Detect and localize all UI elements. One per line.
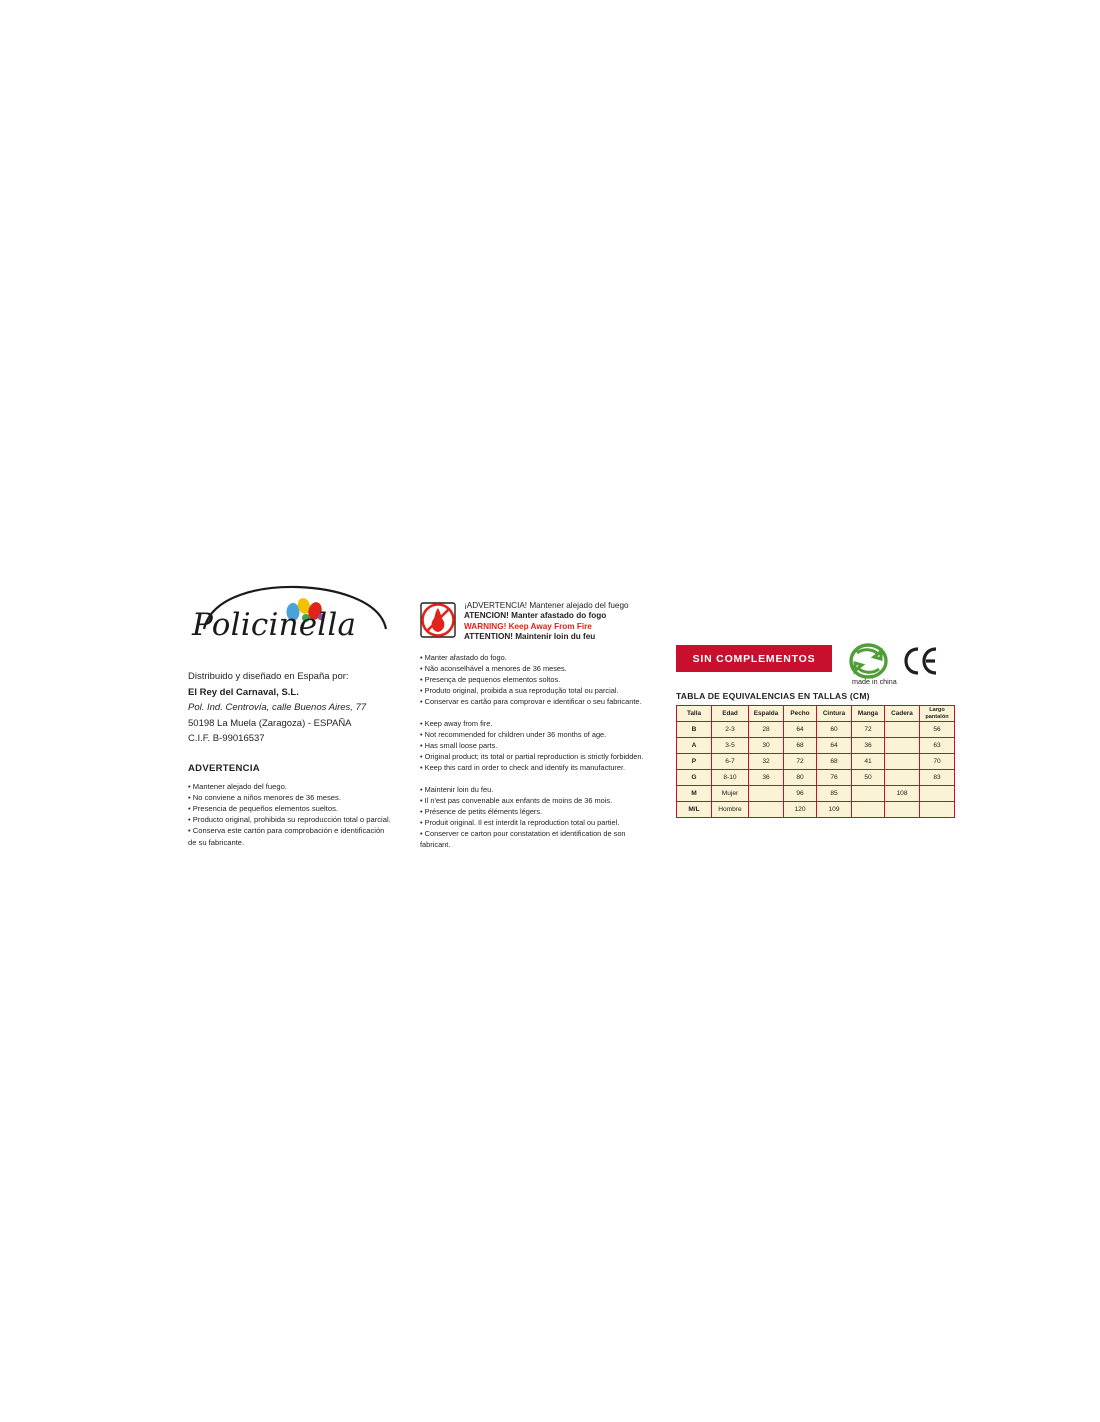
col-header-cintura: Cintura	[817, 706, 852, 722]
warning-headline-lines	[464, 601, 629, 643]
col-header-pecho: Pecho	[784, 706, 817, 722]
distributor-block	[188, 669, 438, 747]
cell-espalda	[749, 786, 784, 802]
warning-line-fr: ATTENTION! Maintenir loin du feu	[464, 632, 596, 642]
cell-edad: Mujer	[712, 786, 749, 802]
cell-espalda: 36	[749, 770, 784, 786]
bullets-en	[420, 718, 655, 773]
cell-edad: 8-10	[712, 770, 749, 786]
col-header-edad: Edad	[712, 706, 749, 722]
cell-manga: 72	[852, 722, 885, 738]
list-item: • Conserva este cartón para comprobación e identificación	[188, 826, 385, 836]
cell-manga: 41	[852, 754, 885, 770]
warning-header	[420, 600, 655, 652]
cell-cintura: 76	[817, 770, 852, 786]
cell-cadera	[885, 738, 920, 754]
cell-manga: 36	[852, 738, 885, 754]
size-equivalence-table	[676, 705, 955, 818]
status-badge-label: SIN COMPLEMENTOS	[692, 652, 816, 665]
cell-manga: 50	[852, 770, 885, 786]
green-dot-recycle-icon	[851, 645, 886, 677]
cell-edad: Hombre	[712, 802, 749, 818]
table-row	[677, 786, 955, 802]
warning-bullets-es	[188, 781, 438, 848]
table-row	[677, 770, 955, 786]
cell-cintura: 85	[817, 786, 852, 802]
table-header-row	[677, 706, 955, 722]
list-item: • Conservar es cartão para comprovar e identificar o seu fabricante.	[420, 697, 642, 706]
cell-talla: A	[677, 738, 712, 754]
list-item: • Não aconselhável a menores de 36 meses.	[420, 664, 567, 673]
list-item: • Keep away from fire.	[420, 719, 493, 728]
cell-cadera	[885, 802, 920, 818]
cell-cadera	[885, 722, 920, 738]
logo-wordmark: Policinella	[192, 607, 357, 643]
warning-line-pt: ATENCION! Manter afastado do fogo	[464, 611, 607, 621]
size-panel	[676, 645, 949, 818]
table-row	[677, 722, 955, 738]
cell-largo: 56	[920, 722, 955, 738]
cell-espalda: 30	[749, 738, 784, 754]
cell-cadera	[885, 754, 920, 770]
cell-espalda: 28	[749, 722, 784, 738]
list-item: de su fabricante.	[188, 837, 245, 847]
cell-cadera	[885, 770, 920, 786]
made-in-label: made in china	[852, 677, 897, 686]
list-item: • Not recommended for children under 36 months of age.	[420, 730, 607, 739]
col-header-cadera: Cadera	[885, 706, 920, 722]
cell-pecho: 120	[784, 802, 817, 818]
cell-talla: M/L	[677, 802, 712, 818]
bullets-pt	[420, 652, 655, 707]
cell-pecho: 72	[784, 754, 817, 770]
list-item: • Produit original. Il est interdit la reproduction total ou partiel.	[420, 818, 620, 827]
cell-cintura: 68	[817, 754, 852, 770]
cell-manga	[852, 786, 885, 802]
list-item: • Maintenir loin du feu.	[420, 785, 494, 794]
cell-pecho: 64	[784, 722, 817, 738]
cell-espalda: 32	[749, 754, 784, 770]
list-item: • Presencia de pequeños elementos sueltos.	[188, 803, 338, 813]
col-header-largo-pantalon	[920, 706, 955, 722]
list-item: • Manter afastado do fogo.	[420, 653, 507, 662]
ce-mark-icon	[906, 649, 936, 673]
list-item: • Has small loose parts.	[420, 741, 498, 750]
cell-cintura: 109	[817, 802, 852, 818]
address-line-2: 50198 La Muela (Zaragoza) - ESPAÑA	[188, 717, 352, 729]
size-table-title: TABLA DE EQUIVALENCIAS EN TALLAS (CM)	[676, 691, 870, 701]
warning-line-en: WARNING! Keep Away From Fire	[464, 621, 592, 631]
cell-cadera: 108	[885, 786, 920, 802]
col-header-manga: Manga	[852, 706, 885, 722]
cell-largo	[920, 786, 955, 802]
cell-largo	[920, 802, 955, 818]
list-item: • Keep this card in order to check and identify its manufacturer.	[420, 763, 626, 772]
list-item: • Producto original, prohibida su reproducción total o parcial.	[188, 815, 391, 825]
cell-talla: G	[677, 770, 712, 786]
cell-cintura: 60	[817, 722, 852, 738]
distributor-panel	[188, 585, 438, 848]
table-row	[677, 738, 955, 754]
list-item: fabricant.	[420, 840, 451, 849]
list-item: • Il n'est pas convenable aux enfants de moins de 36 mois.	[420, 796, 613, 805]
cell-cintura: 64	[817, 738, 852, 754]
company-name: El Rey del Carnaval, S.L.	[188, 686, 299, 698]
cell-edad: 2-3	[712, 722, 749, 738]
address-line-1: Pol. Ind. Centrovía, calle Buenos Aires, 77	[188, 702, 367, 713]
cell-manga	[852, 802, 885, 818]
cell-edad: 3-5	[712, 738, 749, 754]
multilingual-warning-panel	[420, 600, 655, 861]
list-item: • Presença de pequenos elementos soltos.	[420, 675, 561, 684]
cell-largo: 70	[920, 754, 955, 770]
cif-number: C.I.F. B-99016537	[188, 733, 265, 744]
status-badge	[676, 645, 832, 672]
bullets-fr	[420, 784, 655, 850]
cell-pecho: 68	[784, 738, 817, 754]
col-header-largo-line2: pantalón	[925, 713, 949, 720]
warning-line-es: ¡ADVERTENCIA! Mantener alejado del fuego	[464, 601, 629, 610]
cell-talla: P	[677, 754, 712, 770]
brand-logo	[192, 585, 402, 655]
cell-talla: B	[677, 722, 712, 738]
list-item: • Présence de petits éléments légers.	[420, 807, 543, 816]
no-fire-icon	[420, 602, 456, 640]
table-row	[677, 802, 955, 818]
cell-pecho: 80	[784, 770, 817, 786]
list-item: • Conserver ce carton pour constatation et identification de son	[420, 829, 626, 838]
list-item: • Mantener alejado del fuego.	[188, 781, 287, 791]
cell-talla: M	[677, 786, 712, 802]
col-header-largo-line1: Largo	[929, 706, 945, 713]
table-row	[677, 754, 955, 770]
cell-pecho: 96	[784, 786, 817, 802]
list-item: • Original product; its total or partial reproduction is strictly forbidden.	[420, 752, 644, 761]
cell-espalda	[749, 802, 784, 818]
multilingual-bullets	[420, 652, 655, 850]
cell-largo: 83	[920, 770, 955, 786]
col-header-espalda: Espalda	[749, 706, 784, 722]
col-header-talla: Talla	[677, 706, 712, 722]
warning-title-es: ADVERTENCIA	[188, 762, 260, 774]
list-item: • No conviene a niños menores de 36 meses.	[188, 792, 341, 802]
cell-edad: 6-7	[712, 754, 749, 770]
distributor-heading: Distribuido y diseñado en España por:	[188, 671, 349, 682]
list-item: • Produto original, proibida a sua reprodução total ou parcial.	[420, 686, 619, 695]
badge-row	[676, 645, 936, 686]
cell-largo: 63	[920, 738, 955, 754]
